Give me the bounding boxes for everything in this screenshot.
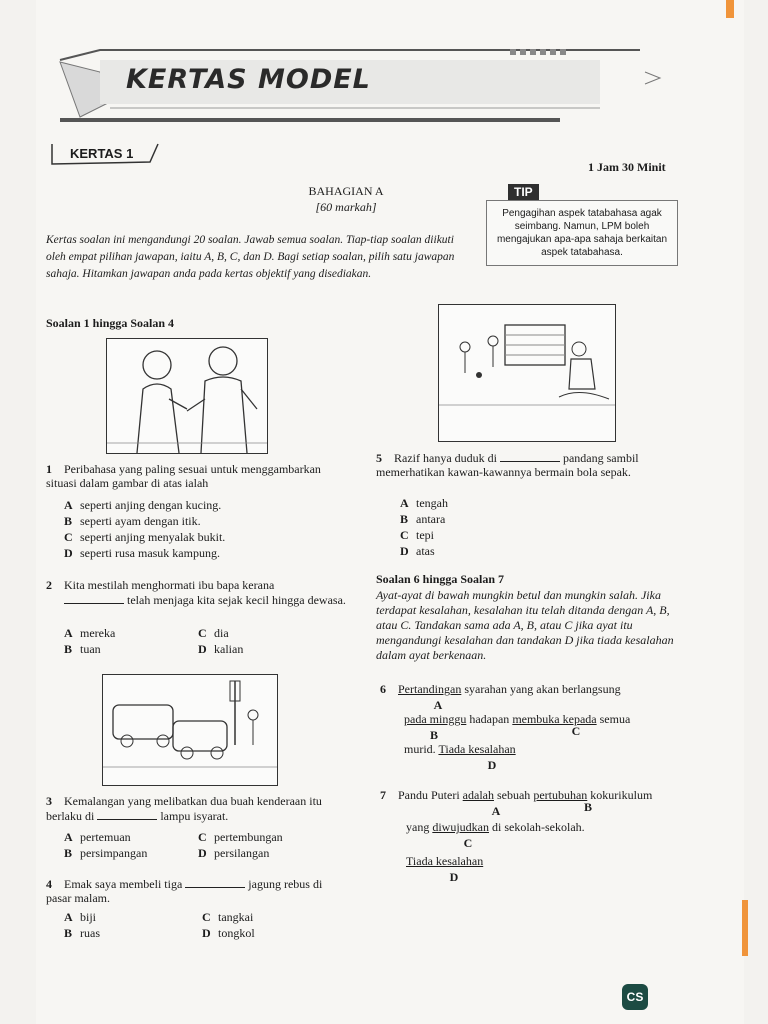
question-3: 3 Kemalangan yang melibatkan dua buah kenderaan itu berlaku di lampu isyarat.: [46, 794, 322, 823]
label-7c: C: [463, 836, 473, 850]
option-4b[interactable]: B ruas: [64, 926, 100, 940]
option-5c[interactable]: C tepi: [400, 528, 434, 542]
option-5b[interactable]: B antara: [400, 512, 446, 526]
page-title: KERTAS MODEL: [126, 64, 371, 95]
option-3b[interactable]: B persimpangan: [64, 846, 148, 860]
option-4d[interactable]: D tongkol: [202, 926, 255, 940]
option-4a[interactable]: A biji: [64, 910, 97, 924]
option-2d[interactable]: D kalian: [198, 642, 244, 656]
label-7a: A: [491, 804, 501, 818]
question-7-line2: yang diwujudkan di sekolah-sekolah.: [406, 820, 585, 834]
label-7d: D: [449, 870, 459, 884]
option-2b[interactable]: B tuan: [64, 642, 101, 656]
answer-blank: [500, 450, 560, 462]
illustration-arguing: [106, 338, 268, 454]
question-text: Peribahasa yang paling sesuai untuk menggambarkan situasi dalam gambar di atas ialah: [46, 462, 321, 490]
illustration-accident: [102, 674, 278, 786]
section-title: BAHAGIAN A: [308, 184, 384, 198]
option-1c[interactable]: C seperti anjing menyalak bukit.: [64, 530, 226, 544]
question-4: 4 Emak saya membeli tiga jagung rebus di pasar malam.: [46, 877, 323, 905]
section-marks: [60 markah]: [315, 200, 377, 214]
label-6c: C: [571, 724, 581, 738]
edge-marker: [726, 0, 734, 18]
tip-label: TIP: [508, 184, 539, 200]
no-error-option: Tiada kesalahan: [406, 854, 484, 868]
question-5: 5 Razif hanya duduk di pandang sambil memerhatikan kawan-kawannya bermain bola sepak.: [376, 451, 639, 479]
option-5a[interactable]: A tengah: [400, 496, 448, 510]
option-3d[interactable]: D persilangan: [198, 846, 270, 860]
illustration-football: [438, 304, 616, 442]
question-1: [46, 462, 346, 490]
label-6b: B: [429, 728, 438, 742]
tip-box: Pengagihan aspek tatabahasa agak seimbang. Namun, LPM boleh mengajukan apa-apa sahaja berkaitan aspek tatabahasa.: [486, 200, 678, 266]
group-heading-1: Soalan 1 hingga Soalan 4: [46, 316, 175, 330]
option-2c[interactable]: C dia: [198, 626, 229, 640]
group-2-instructions: Ayat-ayat di bawah mungkin betul dan mungkin salah. Jika terdapat kesalahan, kesalahan itu telah ditanda dengan A, B, atau C. Tandakan sama ada A, B, atau C jika ayat itu mengandungi kesalahan dan tandakan D jika tiada kesalahan dalam ayat berkenaan.: [376, 588, 674, 662]
option-3a[interactable]: A pertemuan: [64, 830, 131, 844]
answer-blank: [185, 876, 245, 888]
option-1b[interactable]: B seperti ayam dengan itik.: [64, 514, 201, 528]
label-6d: D: [487, 758, 497, 772]
paper-label: KERTAS 1: [70, 146, 134, 161]
question-7: 7 Pandu Puteri adalah sebuah pertubuhan kokurikulum: [380, 788, 653, 802]
option-5d[interactable]: D atas: [400, 544, 435, 558]
label-7b: B: [583, 800, 592, 814]
question-6: 6 Pertandingan syarahan yang akan berlangsung: [380, 682, 621, 696]
question-number: 1: [46, 462, 52, 476]
option-1a[interactable]: A seperti anjing dengan kucing.: [64, 498, 222, 512]
edge-marker: [742, 900, 748, 956]
question-6-line2: pada minggu hadapan membuka kepada semua: [404, 712, 631, 726]
question-6-line3: murid. Tiada kesalahan: [404, 742, 516, 756]
camscanner-badge: CS: [622, 984, 648, 1010]
option-3c[interactable]: C pertembungan: [198, 830, 283, 844]
section-instructions: Kertas soalan ini mengandungi 20 soalan. Jawab semua soalan. Tiap-tiap soalan diikuti oleh empat pilihan jawapan, iaitu A, B, C, dan D. Bagi setiap soalan, pilih satu jawapan sahaja. Hitamkan jawapan anda pada kertas objektif yang disediakan.: [46, 234, 455, 280]
question-2: 2 Kita mestilah menghormati ibu bapa kerana telah menjaga kita sejak kecil hingga dewasa.: [46, 578, 346, 607]
answer-blank: [97, 808, 157, 820]
duration: 1 Jam 30 Minit: [588, 160, 666, 174]
option-1d[interactable]: D seperti rusa masuk kampung.: [64, 546, 220, 560]
group-heading-2: Soalan 6 hingga Soalan 7: [376, 572, 505, 586]
label-6a: A: [433, 698, 443, 712]
option-2a[interactable]: A mereka: [64, 626, 116, 640]
answer-blank: [64, 592, 124, 604]
option-4c[interactable]: C tangkai: [202, 910, 254, 924]
